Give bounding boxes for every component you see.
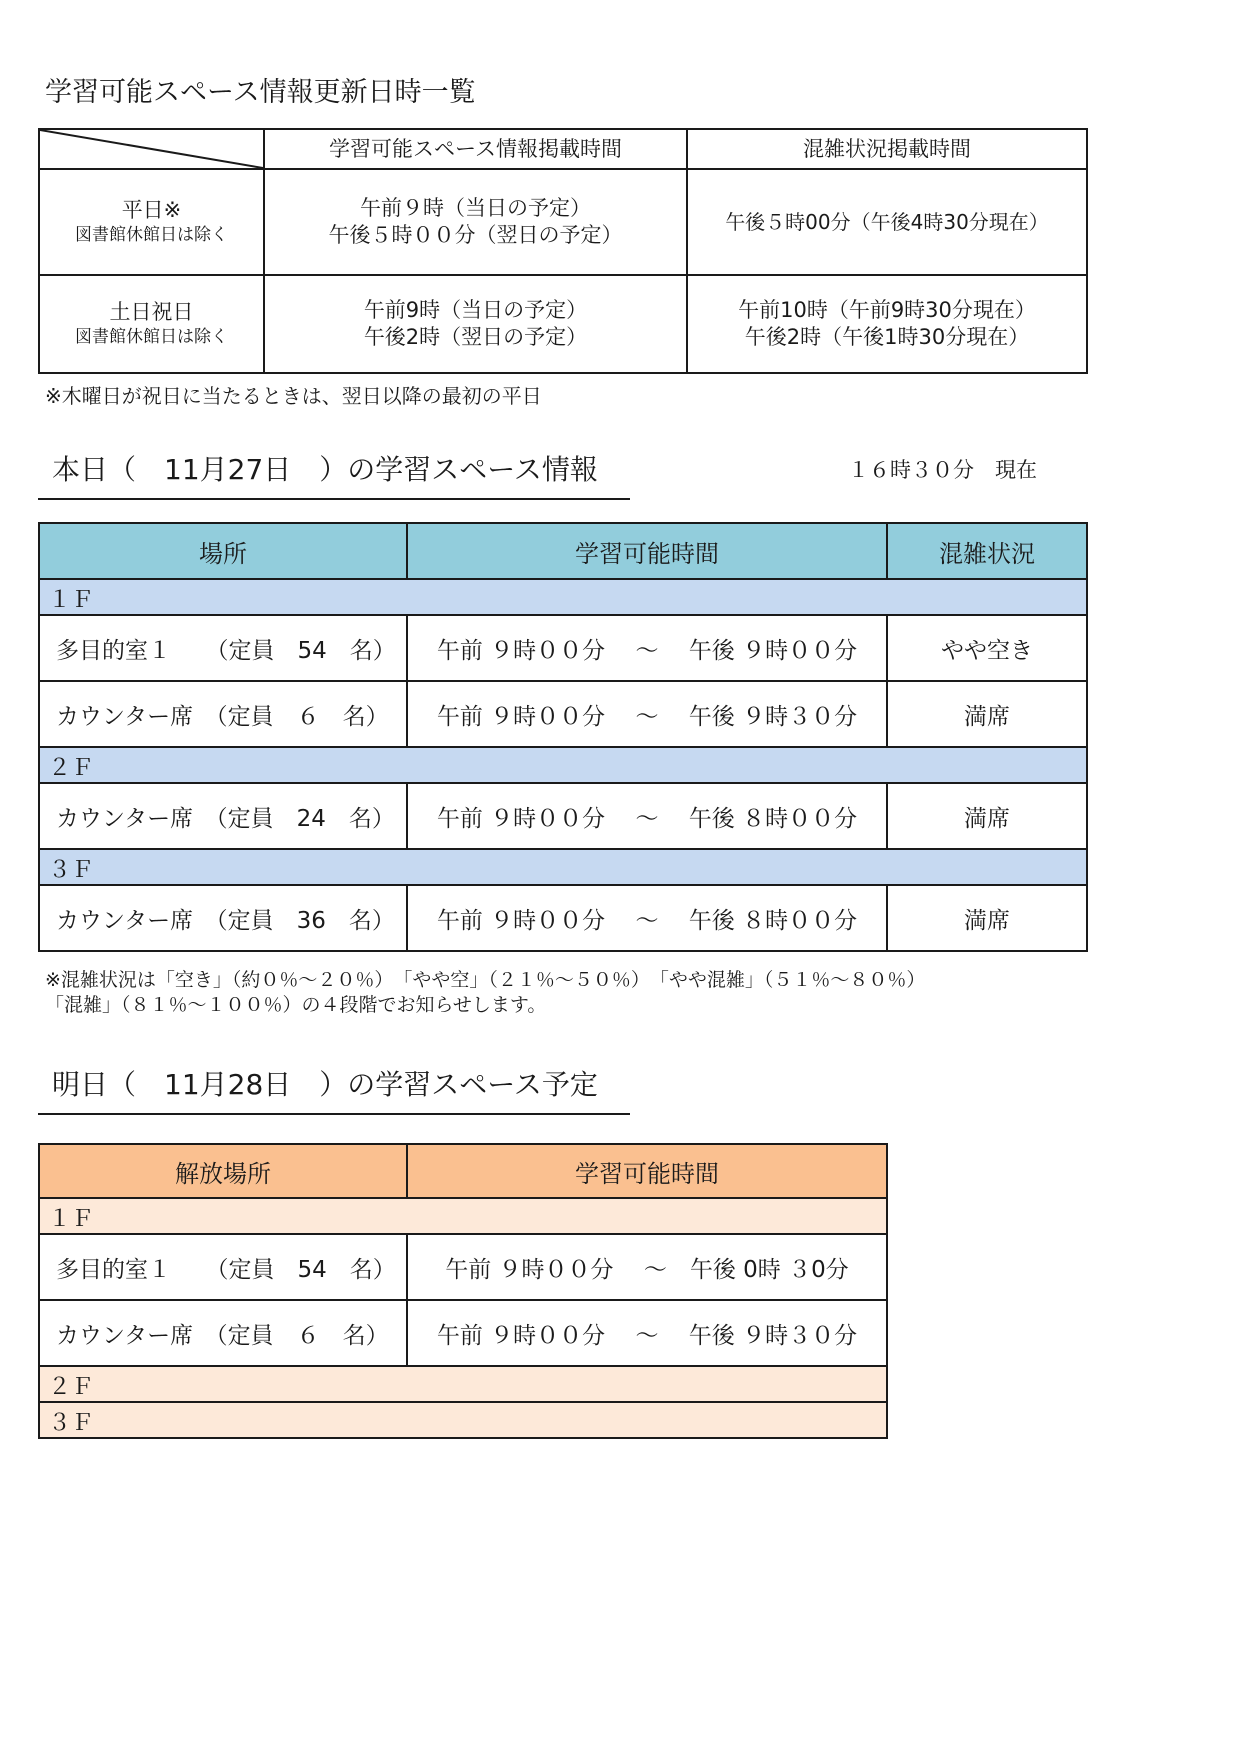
row-sublabel: 図書館休館日は除く <box>75 327 228 347</box>
floor-label: １Ｆ <box>39 1198 887 1234</box>
time-cell: 午前 ９時００分 ～ 午後 ９時３０分 <box>407 681 887 747</box>
crowd-time-line: 午後５時00分（午後4時30分現在） <box>725 209 1049 234</box>
as-of-time: １６時３０分 現在 <box>848 458 1037 482</box>
row-label <box>39 169 264 275</box>
floor-label: ２Ｆ <box>39 1366 887 1402</box>
time-cell: 午前 ９時００分 ～ 午後 ８時００分 <box>407 783 887 849</box>
crowd-time-line: 午後2時（午後1時30分現在） <box>744 325 1030 349</box>
status-note-line: ※混雑状況は「空き」（約０％～２０％） 「やや空」（２１％～５０％） 「やや混雑」（５１％～８０％） <box>45 969 926 991</box>
time-cell: 午前 ９時００分 ～ 午後 ９時００分 <box>407 615 887 681</box>
space-time-line: 午後５時００分（翌日の予定） <box>328 223 623 247</box>
place-cell: カウンター席 （定員 24 名） <box>39 783 407 849</box>
floor-label: ３Ｆ <box>39 849 1087 885</box>
space-time-line: 午後2時（翌日の予定） <box>363 325 588 349</box>
status-note <box>45 968 925 1018</box>
space-time-line: 午前9時（当日の予定） <box>363 298 588 322</box>
place-cell: 多目的室１ （定員 54 名） <box>39 615 407 681</box>
space-time-cell <box>264 169 687 275</box>
corner-cell <box>39 129 264 169</box>
floor-label: ３Ｆ <box>39 1402 887 1438</box>
status-cell: やや空き <box>887 615 1087 681</box>
row-sublabel: 図書館休館日は除く <box>75 225 228 245</box>
time-cell: 午前 ９時００分 ～ 午後 ９時３０分 <box>407 1300 887 1366</box>
place-cell: カウンター席 （定員 ６ 名） <box>39 681 407 747</box>
status-cell: 満席 <box>887 783 1087 849</box>
header-time: 学習可能時間 <box>407 1144 887 1198</box>
header-place: 場所 <box>39 523 407 579</box>
status-cell: 満席 <box>887 885 1087 951</box>
schedule-note: ※木曜日が祝日に当たるときは、翌日以降の最初の平日 <box>45 384 542 408</box>
tomorrow-heading: 明日（ 11月28日 ）の学習スペース予定 <box>38 1063 630 1115</box>
schedule-table <box>38 128 1088 374</box>
crowd-time-line: 午前10時（午前9時30分現在） <box>738 298 1036 322</box>
header-crowd-time: 混雑状況掲載時間 <box>687 129 1087 169</box>
header-place: 解放場所 <box>39 1144 407 1198</box>
tomorrow-table <box>38 1143 888 1439</box>
floor-label: １Ｆ <box>39 579 1087 615</box>
today-table <box>38 522 1088 952</box>
header-space-time: 学習可能スペース情報掲載時間 <box>264 129 687 169</box>
crowd-time-cell <box>687 275 1087 373</box>
space-time-line: 午前９時（当日の予定） <box>360 196 591 220</box>
floor-label: ２Ｆ <box>39 747 1087 783</box>
status-cell: 満席 <box>887 681 1087 747</box>
place-cell: 多目的室１ （定員 54 名） <box>39 1234 407 1300</box>
page-title: 学習可能スペース情報更新日時一覧 <box>45 77 476 108</box>
space-time-cell <box>264 275 687 373</box>
status-note-line: 「混雑」（８１％～１００％）の４段階でお知らせします。 <box>45 994 547 1016</box>
time-cell: 午前 ９時００分 ～ 午後 ８時００分 <box>407 885 887 951</box>
row-label-text: 土日祝日 <box>109 300 194 324</box>
row-label-text: 平日※ <box>121 198 182 222</box>
place-cell: カウンター席 （定員 ６ 名） <box>39 1300 407 1366</box>
today-heading: 本日（ 11月27日 ）の学習スペース情報 <box>38 448 630 500</box>
header-status: 混雑状況 <box>887 523 1087 579</box>
place-cell: カウンター席 （定員 36 名） <box>39 885 407 951</box>
crowd-time-cell <box>687 169 1087 275</box>
header-time: 学習可能時間 <box>407 523 887 579</box>
time-cell: 午前 ９時００分 ～ 午後 0時 ３0分 <box>407 1234 887 1300</box>
row-label <box>39 275 264 373</box>
